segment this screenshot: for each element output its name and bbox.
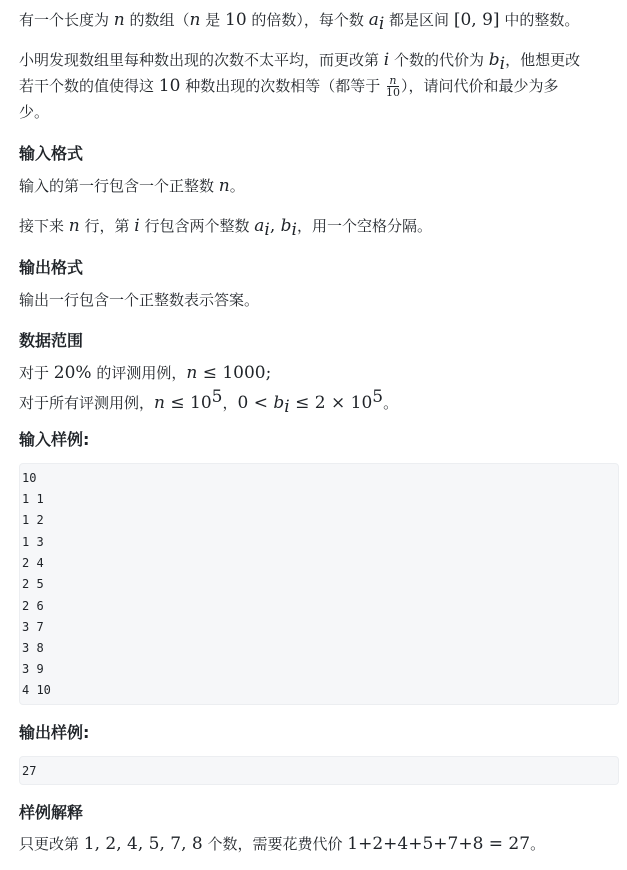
text: 输入的第一行包含一个正整数 [19, 177, 219, 195]
fraction-denominator: 10 [385, 86, 400, 99]
math-i: i [134, 216, 140, 236]
heading-sample-output: 输出样例: [19, 723, 90, 742]
text: 。 [229, 177, 245, 195]
output-format-line-1: 输出一行包含一个正整数表示答案。 [19, 291, 260, 309]
text: 种数出现的次数相等（都等于 [180, 77, 385, 95]
text: 行包含两个整数 [139, 217, 255, 235]
code-line: 27 [22, 764, 37, 778]
text: 接下来 [19, 217, 69, 235]
math-comma: , [269, 216, 281, 236]
text: 若干个数的值使得这 [19, 77, 159, 95]
math-condition: ≤ 1000; [197, 363, 272, 383]
code-line: 3 9 [22, 662, 44, 676]
code-line: 3 7 [22, 620, 44, 634]
math-n: n [189, 10, 201, 30]
code-line: 1 1 [22, 492, 44, 506]
math-b: b [280, 216, 292, 236]
intro-line-1 [19, 9, 579, 35]
math-subscript: i [291, 220, 297, 240]
math-a: a [254, 216, 265, 236]
code-line: 2 4 [22, 556, 44, 570]
text: 的数组（ [124, 11, 190, 29]
math-n: n [218, 176, 230, 196]
code-line: 1 2 [22, 513, 44, 527]
input-format-line-2 [19, 215, 432, 241]
data-range-line-1 [19, 362, 271, 384]
text: 个数，需要花费代价 [202, 835, 348, 853]
math-list: 1, 2, 4, 5, 7, 8 [83, 834, 203, 854]
math-subscript: i [499, 54, 506, 74]
code-line: 1 3 [22, 535, 44, 549]
math-expression: 1+2+4+5+7+8 = 27 [347, 834, 531, 854]
math-i: i [383, 50, 390, 70]
math-condition: ≤ 10 [164, 393, 212, 413]
sample-input-codeblock[interactable] [19, 463, 619, 705]
text: 的倍数），每个数 [246, 11, 369, 29]
math-number: 10 [225, 10, 247, 30]
math-percent: 20% [53, 363, 92, 383]
fraction-numerator: n [389, 74, 397, 87]
text: 对于 [19, 364, 54, 382]
text: ），请问代价和最少为多 [400, 77, 559, 95]
code-line: 10 [22, 471, 37, 485]
math-n: n [113, 10, 125, 30]
heading-sample-explanation: 样例解释 [19, 803, 84, 822]
input-format-line-1 [19, 175, 245, 197]
text: 行，第 [79, 217, 135, 235]
text: 是 [200, 11, 226, 29]
math-condition: ≤ 2 × 10 [289, 393, 373, 413]
math-n: n [68, 216, 80, 236]
heading-sample-input: 输入样例: [19, 430, 90, 449]
math-exponent: 5 [372, 387, 384, 407]
code-line: 3 8 [22, 641, 44, 655]
text: ， [222, 394, 238, 412]
math-interval: [0, 9] [453, 10, 500, 30]
text: 对于所有评测用例， [19, 394, 155, 412]
text: ，他想更改 [505, 51, 581, 69]
math-b: b [488, 50, 500, 70]
text: 小明发现数组里每种数出现的次数不太平均，而更改第 [19, 51, 384, 69]
text: 只更改第 [19, 835, 84, 853]
math-exponent: 5 [211, 387, 223, 407]
text: 有一个长度为 [19, 11, 114, 29]
text: 的评测用例， [91, 364, 187, 382]
math-subscript: i [284, 397, 290, 417]
math-number: 10 [158, 76, 181, 96]
math-condition: 0 < [237, 393, 274, 413]
math-n: n [186, 363, 198, 383]
text: 中的整数。 [499, 11, 580, 29]
text: 。 [383, 394, 399, 412]
code-line: 4 10 [22, 683, 51, 697]
text: ，用一个空格分隔。 [296, 217, 432, 235]
math-n: n [154, 393, 165, 413]
heading-data-range: 数据范围 [19, 331, 84, 350]
code-line: 2 5 [22, 577, 44, 591]
heading-output-format: 输出格式 [19, 258, 84, 277]
math-b: b [273, 393, 285, 413]
sample-output-codeblock[interactable] [19, 756, 619, 785]
text: 。 [530, 835, 546, 853]
data-range-line-2 [19, 386, 398, 418]
math-a: a [368, 10, 379, 30]
intro-line-4: 少。 [19, 103, 50, 121]
math-fraction [386, 75, 400, 98]
explanation-line [19, 833, 545, 855]
text: 个数的代价为 [389, 51, 489, 69]
math-subscript: i [264, 220, 270, 240]
heading-input-format: 输入格式 [19, 144, 84, 163]
text: 都是区间 [384, 11, 454, 29]
intro-line-3 [19, 75, 558, 98]
math-subscript: i [378, 14, 385, 34]
code-line: 2 6 [22, 599, 44, 613]
intro-line-2 [19, 49, 580, 75]
